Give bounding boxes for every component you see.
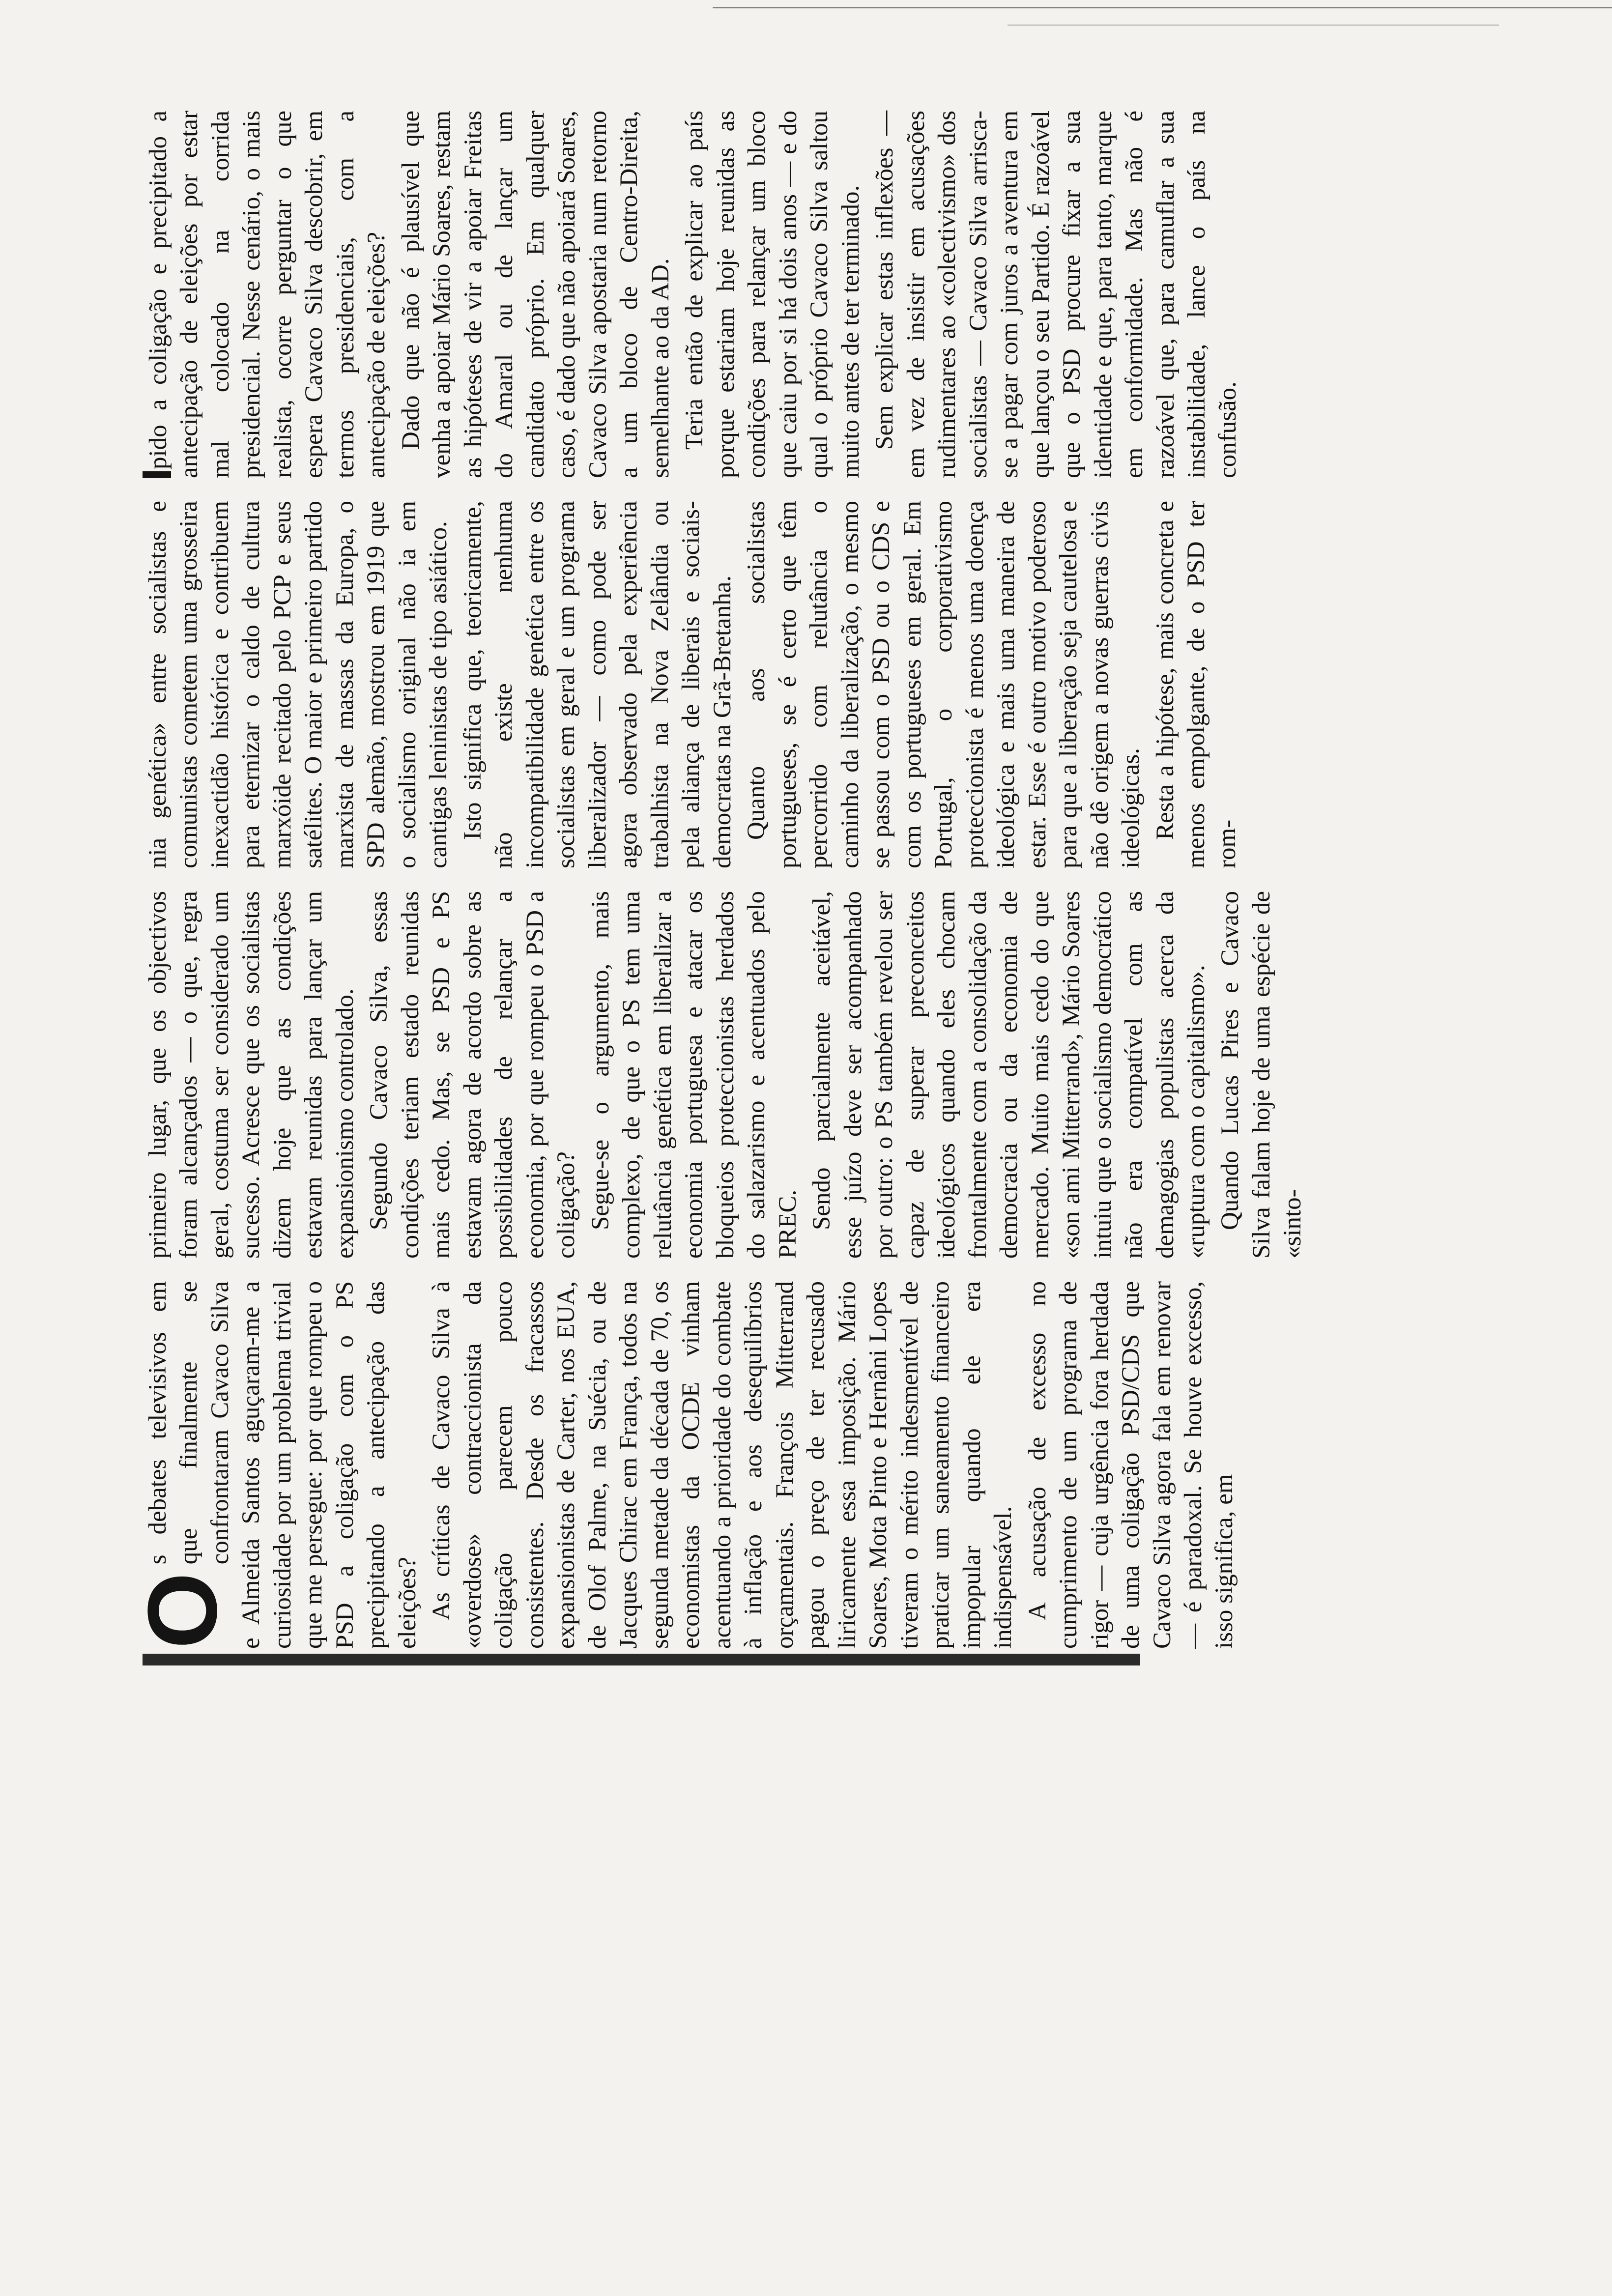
paragraph: nia genética» entre socialistas e comunistas cometem uma grosseira inexactidão histórica e contribuem para eternizar o caldo de cultura marxóide recitado pelo PCP e seus satélites. O maior e primeiro partido marxista de massas da Europa, o SPD alemão, mostrou em 1919 que o socialismo original não ia em cantigas leninistas de tipo asiático. bbox=[144, 501, 453, 868]
column-rule bbox=[143, 1654, 1140, 1665]
paragraph-text: pido a coligação e precipitado a antecipação de eleições por estar mal colocado na corrida presidencial. Nesse cenário, o mais realista, ocorre perguntar o que espera Cavaco Silva descobrir, em termos presidenciais, com a antecipação de eleições? bbox=[144, 111, 391, 478]
paragraph: Segue-se o argumento, mais complexo, de que o PS tem uma relutância genética em liberalizar a economia portuguesa e atacar os bloqueios proteccionistas herdados do salazarismo e acentuados pelo PREC. bbox=[586, 891, 802, 1259]
paragraph: Sem explicar estas inflexões — em vez de insistir em acusações rudimentares ao «colectivismo» dos socialistas — Cavaco Silva arrisca-se a pagar com juros a aventura em que lançou o seu Partido. É razoável que o PSD procure fixar a sua identidade e que, para tanto, marque em conformidade. Mas não é razoável que, para camuflar a sua instabilidade, lance o país na confusão. bbox=[871, 111, 1242, 478]
article-column-4 bbox=[143, 111, 1312, 478]
paragraph: Quanto aos socialistas portugueses, se é certo que têm percorrido com relutância o caminho da liberalização, o mesmo se passou com o PSD ou o CDS e com os portugueses em geral. Em Portugal, o corporativismo proteccionista é menos uma doença ideológica e mais uma maneira de estar. Esse é outro motivo poderoso para que a liberação seja cautelosa e não dê origem a novas guerras civis ideológicas. bbox=[743, 501, 1145, 868]
paragraph bbox=[128, 1281, 423, 1649]
paragraph: primeiro lugar, que os objectivos foram alcançados — o que, regra geral, costuma ser considerado um sucesso. Acresce que os socialistas dizem hoje que as condições estavam reunidas para lançar um expansionismo controlado. bbox=[144, 891, 359, 1259]
article-rotated bbox=[128, 111, 1307, 1649]
article-column-2 bbox=[143, 891, 1312, 1259]
scan-edge-line-secondary bbox=[1008, 25, 1499, 26]
paragraph: Segundo Cavaco Silva, essas condições teriam estado reunidas mais cedo. Mas, se PSD e PS estavam agora de acordo sobre as possibilidades de relançar a economia, por que rompeu o PSD a coligação? bbox=[365, 891, 580, 1259]
paragraph: As críticas de Cavaco Silva à «overdose» contraccionista da coligação parecem pouco consistentes. Desde os fracassos expansionistas de Carter, nos EUA, de Olof Palme, na Suécia, ou de Jacques Chirac em França, todos na segunda metade da década de 70, os economistas da OCDE vinham acentuando a prioridade do combate à inflação e aos desequilíbrios orçamentais. François Mitterrand pagou o preço de ter recusado liricamente essa imposição. Mário Soares, Mota Pinto e Hernâni Lopes tiveram o mérito indesmentível de praticar um saneamento financeiro impopular quando ele era indispensável. bbox=[428, 1281, 1017, 1649]
article-columns bbox=[128, 111, 1307, 1649]
paragraph: Teria então de explicar ao país porque estariam hoje reunidas as condições para relançar um bloco que caiu por si há dois anos — e do qual o próprio Cavaco Silva saltou muito antes de ter terminado. bbox=[681, 111, 864, 478]
paragraph: Isto significa que, teoricamente, não existe nenhuma incompatibilidade genética entre os socialistas em geral e um programa liberalizador — como pode ser agora observado pela experiência trabalhista na Nova Zelândia ou pela aliança de liberais e sociais-democratas na Grã-Bretanha. bbox=[459, 501, 736, 868]
paragraph: Resta a hipótese, mais concreta e menos empolgante, de o PSD ter rom- bbox=[1151, 501, 1241, 868]
paragraph bbox=[143, 111, 393, 478]
paragraph: Quando Lucas Pires e Cavaco Silva falam hoje de uma espécie de «sinto- bbox=[1216, 891, 1307, 1259]
paragraph: Sendo parcialmente aceitável, esse juízo deve ser acompanhado por outro: o PS também revelou ser capaz de superar preconceitos ideológicos quando eles chocam frontalmente com a consolidação da democracia ou da economia de mercado. Muito mais cedo do que «son ami Mitterrand», Mário Soares intuiu que o socialismo democrático não era compatível com as demagogias populistas acerca da «ruptura com o capitalismo». bbox=[808, 891, 1210, 1259]
paragraph-text: s debates televisivos em que finalmente se confrontaram Cavaco Silva e Almeida Santos aguçaram-me a curiosidade por um problema trivial que me persegue: por que rompeu o PSD a coligação com o PS precipitando a antecipação das eleições? bbox=[144, 1281, 421, 1649]
drop-cap: O bbox=[128, 1572, 237, 1649]
scan-edge-line bbox=[713, 7, 1612, 8]
margin-mark bbox=[143, 471, 171, 478]
article-column-1 bbox=[128, 1281, 1312, 1649]
paragraph: Dado que não é plausível que venha a apoiar Mário Soares, restam as hipóteses de vir a apoiar Freitas do Amaral ou de lançar um candidato próprio. Em qualquer caso, é dado que não apoiará Soares, Cavaco Silva apostaria num retorno a um bloco de Centro-Direita, semelhante ao da AD. bbox=[397, 111, 674, 478]
article-column-3 bbox=[143, 501, 1312, 868]
paragraph: A acusação de excesso no cumprimento de um programa de rigor — cuja urgência fora herdada de uma coligação PSD/CDS que Cavaco Silva agora fala em renovar — é paradoxal. Se houve excesso, isso significa, em bbox=[1023, 1281, 1238, 1649]
